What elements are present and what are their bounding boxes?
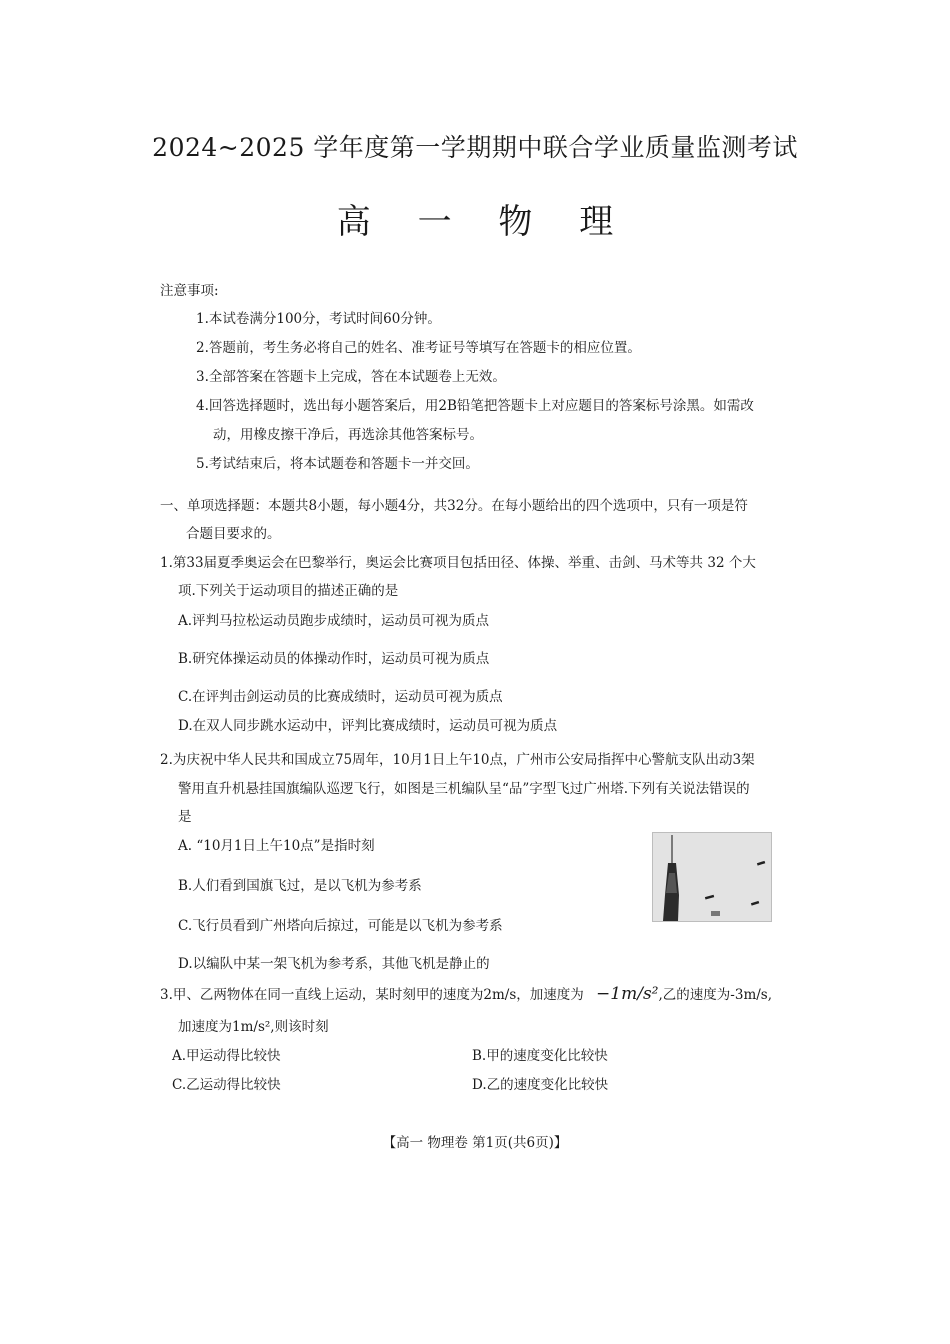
question-2-stem-end: 是 <box>178 809 192 825</box>
notice-item: 动，用橡皮擦干净后，再选涂其他答案标号。 <box>213 427 483 443</box>
question-2-option-b: B.人们看到国旗飞过，是以飞机为参考系 <box>178 878 422 894</box>
question-1-option-d: D.在双人同步跳水运动中，评判比赛成绩时，运动员可视为质点 <box>178 718 558 734</box>
notice-heading: 注意事项: <box>160 283 219 299</box>
subject-title: 高 一 物 理 <box>336 202 632 242</box>
question-1-option-a: A.评判马拉松运动员跑步成绩时，运动员可视为质点 <box>178 613 490 629</box>
notice-item: 5.考试结束后，将本试题卷和答题卡一并交回。 <box>196 456 479 472</box>
question-3-stem <box>160 983 772 1004</box>
notice-item: 3.全部答案在答题卡上完成，答在本试题卷上无效。 <box>196 369 506 385</box>
question-3-stem-text: 3.甲、乙两物体在同一直线上运动，某时刻甲的速度为2m/s，加速度为 <box>160 987 584 1003</box>
question-3-option-b: B.甲的速度变化比较快 <box>472 1048 608 1064</box>
question-3-option-a: A.甲运动得比较快 <box>172 1048 281 1064</box>
exam-title: 2024~2025 学年度第一学期期中联合学业质量监测考试 <box>152 133 798 162</box>
question-3-option-c: C.乙运动得比较快 <box>172 1077 281 1093</box>
question-2-option-d: D.以编队中某一架飞机为参考系，其他飞机是静止的 <box>178 956 490 972</box>
question-3-stem-cont: 加速度为1m/s²,则该时刻 <box>178 1019 329 1035</box>
question-1-option-c: C.在评判击剑运动员的比赛成绩时，运动员可视为质点 <box>178 689 503 705</box>
question-2-option-a: A. “10月1日上午10点”是指时刻 <box>178 838 375 854</box>
question-1-stem: 1.第33届夏季奥运会在巴黎举行，奥运会比赛项目包括田径、体操、举重、击剑、马术等共 32 个大 <box>160 555 756 571</box>
question-2-option-c: C.飞行员看到广州塔向后掠过，可能是以飞机为参考系 <box>178 918 503 934</box>
notice-item: 1.本试卷满分100分，考试时间60分钟。 <box>196 311 441 327</box>
question-1-stem-cont: 项.下列关于运动项目的描述正确的是 <box>178 583 399 599</box>
notice-item: 2.答题前，考生务必将自己的姓名、准考证号等填写在答题卡的相应位置。 <box>196 340 641 356</box>
question-2-stem: 2.为庆祝中华人民共和国成立75周年，10月1日上午10点，广州市公安局指挥中心警航支队出动3架 <box>160 752 755 768</box>
acceleration-formula: −1m/s² <box>596 984 659 1004</box>
section-heading-cont: 合题目要求的。 <box>186 526 281 542</box>
page-footer: 【高一 物理卷 第1页(共6页)】 <box>382 1135 568 1151</box>
question-2-stem-cont: 警用直升机悬挂国旗编队巡逻飞行，如图是三机编队呈“品”字型飞过广州塔.下列有关说法错误的 <box>178 781 750 797</box>
notice-item: 4.回答选择题时，选出每小题答案后，用2B铅笔把答题卡上对应题目的答案标号涂黑。如需改 <box>196 398 754 414</box>
canton-tower-photo <box>652 832 772 922</box>
canton-tower-formation-image <box>653 833 771 921</box>
question-1-option-b: B.研究体操运动员的体操动作时，运动员可视为质点 <box>178 651 490 667</box>
question-3-stem-text-b: ,乙的速度为-3m/s, <box>658 987 773 1003</box>
section-heading: 一、单项选择题：本题共8小题，每小题4分，共32分。在每小题给出的四个选项中，只有一项是符 <box>160 498 748 514</box>
question-3-option-d: D.乙的速度变化比较快 <box>472 1077 609 1093</box>
